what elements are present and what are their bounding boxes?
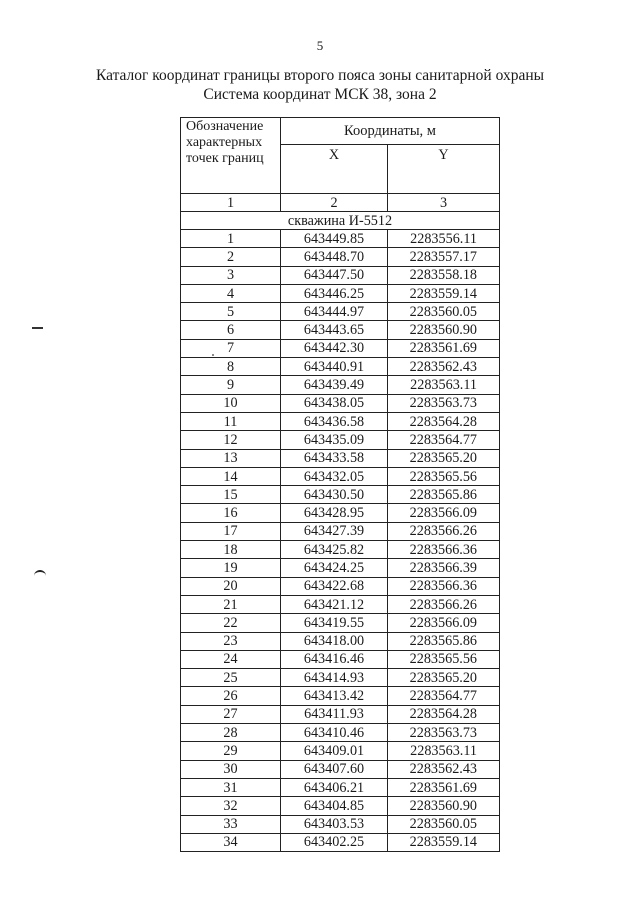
coordinate-y: 2283563.73	[388, 724, 500, 742]
coordinate-y: 2283564.28	[388, 705, 500, 723]
column-number-1: 1	[181, 194, 281, 212]
table-row	[181, 504, 500, 522]
coordinate-x: 643421.12	[281, 595, 388, 613]
coordinate-y: 2283565.56	[388, 467, 500, 485]
coordinate-x: 643414.93	[281, 669, 388, 687]
coordinate-x: 643424.25	[281, 559, 388, 577]
coordinate-y: 2283563.11	[388, 742, 500, 760]
point-number: 22	[181, 614, 281, 632]
coordinate-y: 2283566.36	[388, 541, 500, 559]
coordinate-x: 643442.30	[281, 339, 388, 357]
point-number: 23	[181, 632, 281, 650]
coordinate-y: 2283566.39	[388, 559, 500, 577]
group-label: скважина И-5512	[181, 212, 500, 230]
coordinate-x: 643439.49	[281, 376, 388, 394]
table-row	[181, 614, 500, 632]
column-number-2: 2	[281, 194, 388, 212]
coordinate-y: 2283560.05	[388, 303, 500, 321]
point-number: 27	[181, 705, 281, 723]
point-number: 14	[181, 467, 281, 485]
table-row	[181, 833, 500, 851]
coordinate-x: 643413.42	[281, 687, 388, 705]
coordinate-x: 643409.01	[281, 742, 388, 760]
coordinate-y: 2283565.86	[388, 486, 500, 504]
table-row	[181, 412, 500, 430]
coordinate-y: 2283556.11	[388, 230, 500, 248]
point-number: 16	[181, 504, 281, 522]
table-row	[181, 467, 500, 485]
coordinate-x: 643419.55	[281, 614, 388, 632]
title-line-1: Каталог координат границы второго пояса зоны санитарной охраны	[95, 67, 545, 84]
coordinate-y: 2283565.20	[388, 449, 500, 467]
point-number: 12	[181, 431, 281, 449]
coordinate-x: 643435.09	[281, 431, 388, 449]
coordinate-x: 643446.25	[281, 284, 388, 302]
point-number: 31	[181, 778, 281, 796]
table-row	[181, 595, 500, 613]
point-number: 26	[181, 687, 281, 705]
point-number: 9	[181, 376, 281, 394]
point-number: 28	[181, 724, 281, 742]
point-number: 5	[181, 303, 281, 321]
point-number: 32	[181, 797, 281, 815]
coordinate-y: 2283559.14	[388, 284, 500, 302]
table-row	[181, 394, 500, 412]
coordinate-y: 2283565.86	[388, 632, 500, 650]
coordinate-y: 2283560.90	[388, 797, 500, 815]
table-row	[181, 724, 500, 742]
point-number: 21	[181, 595, 281, 613]
coordinate-x: 643428.95	[281, 504, 388, 522]
point-number: 3	[181, 266, 281, 284]
coordinate-x: 643433.58	[281, 449, 388, 467]
table-row	[181, 632, 500, 650]
coordinate-x: 643449.85	[281, 230, 388, 248]
point-number: 1	[181, 230, 281, 248]
coordinate-x: 643422.68	[281, 577, 388, 595]
scan-mark	[34, 570, 46, 577]
table-row	[181, 760, 500, 778]
coordinate-y: 2283564.77	[388, 431, 500, 449]
coordinates-table	[180, 117, 500, 852]
point-number: 30	[181, 760, 281, 778]
header-designation: Обозначение характерных точек границ	[181, 118, 281, 194]
coordinate-y: 2283560.05	[388, 815, 500, 833]
point-number: 15	[181, 486, 281, 504]
point-number: 18	[181, 541, 281, 559]
coordinate-x: 643427.39	[281, 522, 388, 540]
point-number: 7	[181, 339, 281, 357]
point-number: 24	[181, 650, 281, 668]
coordinate-y: 2283563.73	[388, 394, 500, 412]
table-row	[181, 522, 500, 540]
table-row	[181, 376, 500, 394]
coordinate-y: 2283560.90	[388, 321, 500, 339]
coordinate-x: 643404.85	[281, 797, 388, 815]
table-row	[181, 705, 500, 723]
table-row	[181, 266, 500, 284]
coordinate-y: 2283561.69	[388, 778, 500, 796]
point-number: 2	[181, 248, 281, 266]
coordinate-x: 643430.50	[281, 486, 388, 504]
coordinate-x: 643406.21	[281, 778, 388, 796]
table-row	[181, 778, 500, 796]
coordinate-y: 2283566.09	[388, 614, 500, 632]
coordinate-x: 643440.91	[281, 358, 388, 376]
table-row	[181, 230, 500, 248]
coordinate-x: 643444.97	[281, 303, 388, 321]
point-number: 6	[181, 321, 281, 339]
header-y: Y	[388, 145, 500, 194]
point-number: 20	[181, 577, 281, 595]
coordinate-y: 2283566.36	[388, 577, 500, 595]
coordinate-x: 643447.50	[281, 266, 388, 284]
table-row	[181, 687, 500, 705]
coordinate-y: 2283562.43	[388, 358, 500, 376]
table-row	[181, 577, 500, 595]
coordinate-x: 643407.60	[281, 760, 388, 778]
point-number: 8	[181, 358, 281, 376]
point-number: 11	[181, 412, 281, 430]
table-row	[181, 303, 500, 321]
point-number: 33	[181, 815, 281, 833]
coordinate-y: 2283564.77	[388, 687, 500, 705]
table-row	[181, 742, 500, 760]
page-number: 5	[316, 38, 324, 53]
coordinate-y: 2283566.26	[388, 522, 500, 540]
point-number: 29	[181, 742, 281, 760]
point-number: 4	[181, 284, 281, 302]
table-row	[181, 486, 500, 504]
point-number: 19	[181, 559, 281, 577]
table-row	[181, 449, 500, 467]
coordinate-y: 2283559.14	[388, 833, 500, 851]
coordinate-x: 643403.53	[281, 815, 388, 833]
coordinate-y: 2283558.18	[388, 266, 500, 284]
header-coordinates: Координаты, м	[281, 118, 500, 145]
coordinate-y: 2283565.56	[388, 650, 500, 668]
point-number: 13	[181, 449, 281, 467]
coordinate-x: 643425.82	[281, 541, 388, 559]
point-number: 34	[181, 833, 281, 851]
coordinate-x: 643418.00	[281, 632, 388, 650]
coordinate-x: 643432.05	[281, 467, 388, 485]
point-number: 25	[181, 669, 281, 687]
header-x: X	[281, 145, 388, 194]
coordinate-x: 643416.46	[281, 650, 388, 668]
scan-mark	[32, 327, 43, 329]
coordinate-x: 643411.93	[281, 705, 388, 723]
table-row	[181, 650, 500, 668]
table-row	[181, 248, 500, 266]
coordinate-y: 2283562.43	[388, 760, 500, 778]
coordinate-y: 2283557.17	[388, 248, 500, 266]
coordinate-x: 643443.65	[281, 321, 388, 339]
coordinate-y: 2283564.28	[388, 412, 500, 430]
coordinate-x: 643438.05	[281, 394, 388, 412]
document-title	[30, 66, 610, 104]
coordinate-y: 2283566.09	[388, 504, 500, 522]
coordinate-x: 643410.46	[281, 724, 388, 742]
coordinate-x: 643448.70	[281, 248, 388, 266]
table-row	[181, 284, 500, 302]
table-row	[181, 339, 500, 357]
coordinate-y: 2283561.69	[388, 339, 500, 357]
table-row	[181, 797, 500, 815]
table-row	[181, 541, 500, 559]
table-body	[181, 230, 500, 852]
table-row	[181, 431, 500, 449]
table-row	[181, 358, 500, 376]
coordinate-x: 643402.25	[281, 833, 388, 851]
point-number: 17	[181, 522, 281, 540]
table-row	[181, 321, 500, 339]
coordinate-y: 2283566.26	[388, 595, 500, 613]
coordinate-x: 643436.58	[281, 412, 388, 430]
point-number: 10	[181, 394, 281, 412]
coordinate-y: 2283565.20	[388, 669, 500, 687]
table-row	[181, 559, 500, 577]
column-number-3: 3	[388, 194, 500, 212]
title-line-2: Система координат МСК 38, зона 2	[203, 86, 437, 103]
coordinate-y: 2283563.11	[388, 376, 500, 394]
table-row	[181, 669, 500, 687]
table-row	[181, 815, 500, 833]
